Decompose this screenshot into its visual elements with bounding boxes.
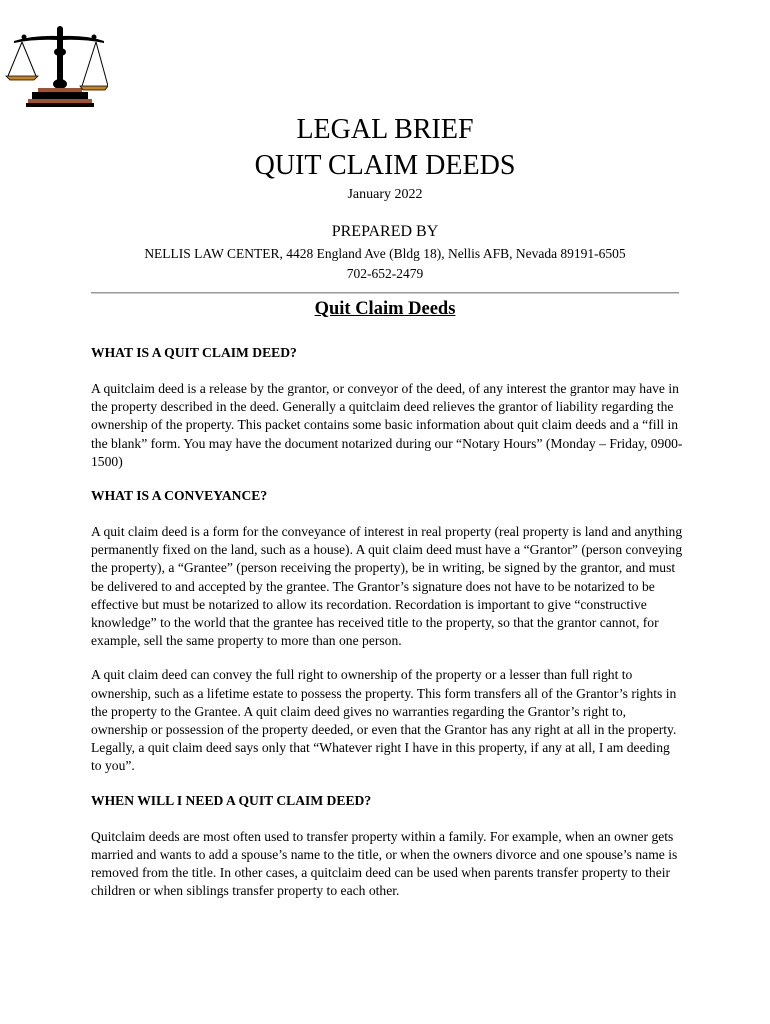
section-title: Quit Claim Deeds bbox=[314, 299, 456, 319]
horizontal-divider bbox=[91, 292, 679, 294]
prepared-by-label: PREPARED BY bbox=[331, 223, 439, 240]
paragraph: A quitclaim deed is a release by the grantor, or conveyor of the deed, of any interest the grantor may have in the property described in the deed. Generally a quitclaim deed relieves the grantor of liability regarding the ownership of the property. This packet contains some basic information about quit claim deeds and a “fill in the blank” form. You may have the document notarized during our “Notary Hours” (Monday – Friday, 0900-1500) bbox=[91, 381, 683, 469]
scales-of-justice-icon bbox=[4, 24, 108, 114]
organization-address: NELLIS LAW CENTER, 4428 England Ave (Bldg 18), Nellis AFB, Nevada 89191-6505 bbox=[144, 246, 626, 261]
document-body bbox=[91, 344, 683, 900]
phone-number: 702-652-2479 bbox=[346, 266, 424, 281]
title-line-2: QUIT CLAIM DEEDS bbox=[254, 150, 516, 181]
paragraph: A quit claim deed can convey the full right to ownership of the property or a lesser than full right to ownership, such as a lifetime estate to possess the property. This form transfers all of the Grantor’s rights in the property to the Grantee. A quit claim deed gives no warranties regarding the Grantor’s right to, ownership or possession of the property deeded, or even that the Grantor has any right at all in the property. Legally, a quit claim deed says only that “Whatever right I have in this property, if any at all, I am deeding to you”. bbox=[91, 667, 677, 774]
section-heading: WHAT IS A CONVEYANCE? bbox=[91, 488, 268, 504]
title-line-1: LEGAL BRIEF bbox=[296, 114, 474, 145]
paragraph: A quit claim deed is a form for the conveyance of interest in real property (real property is land and anything permanently fixed on the land, such as a house). A quit claim deed must have a “Grantor” (person conveying the property), a “Grantee” (person receiving the property), be in writing, be signed by the grantor, and must be delivered to and accepted by the grantee. The Grantor’s signature does not have to be notarized to be effective but must be notarized to allow its recordation. Recordation is important to give “constructive knowledge” to the world that the grantee has received title to the property, so that the grantor cannot, for example, sell the same property to more than one person. bbox=[91, 524, 683, 649]
paragraph: Quitclaim deeds are most often used to transfer property within a family. For example, when an owner gets married and wants to add a spouse’s name to the title, or when the owners divorce and one spouse’s name is removed from the title. In other cases, a quitclaim deed can be used when parents transfer property to their children or when siblings transfer property to each other. bbox=[91, 828, 678, 899]
logo bbox=[4, 24, 108, 114]
section-heading: WHAT IS A QUIT CLAIM DEED? bbox=[91, 345, 297, 360]
section-heading: WHEN WILL I NEED A QUIT CLAIM DEED? bbox=[91, 792, 372, 808]
document-date: January 2022 bbox=[347, 187, 423, 202]
document-header bbox=[0, 112, 770, 282]
